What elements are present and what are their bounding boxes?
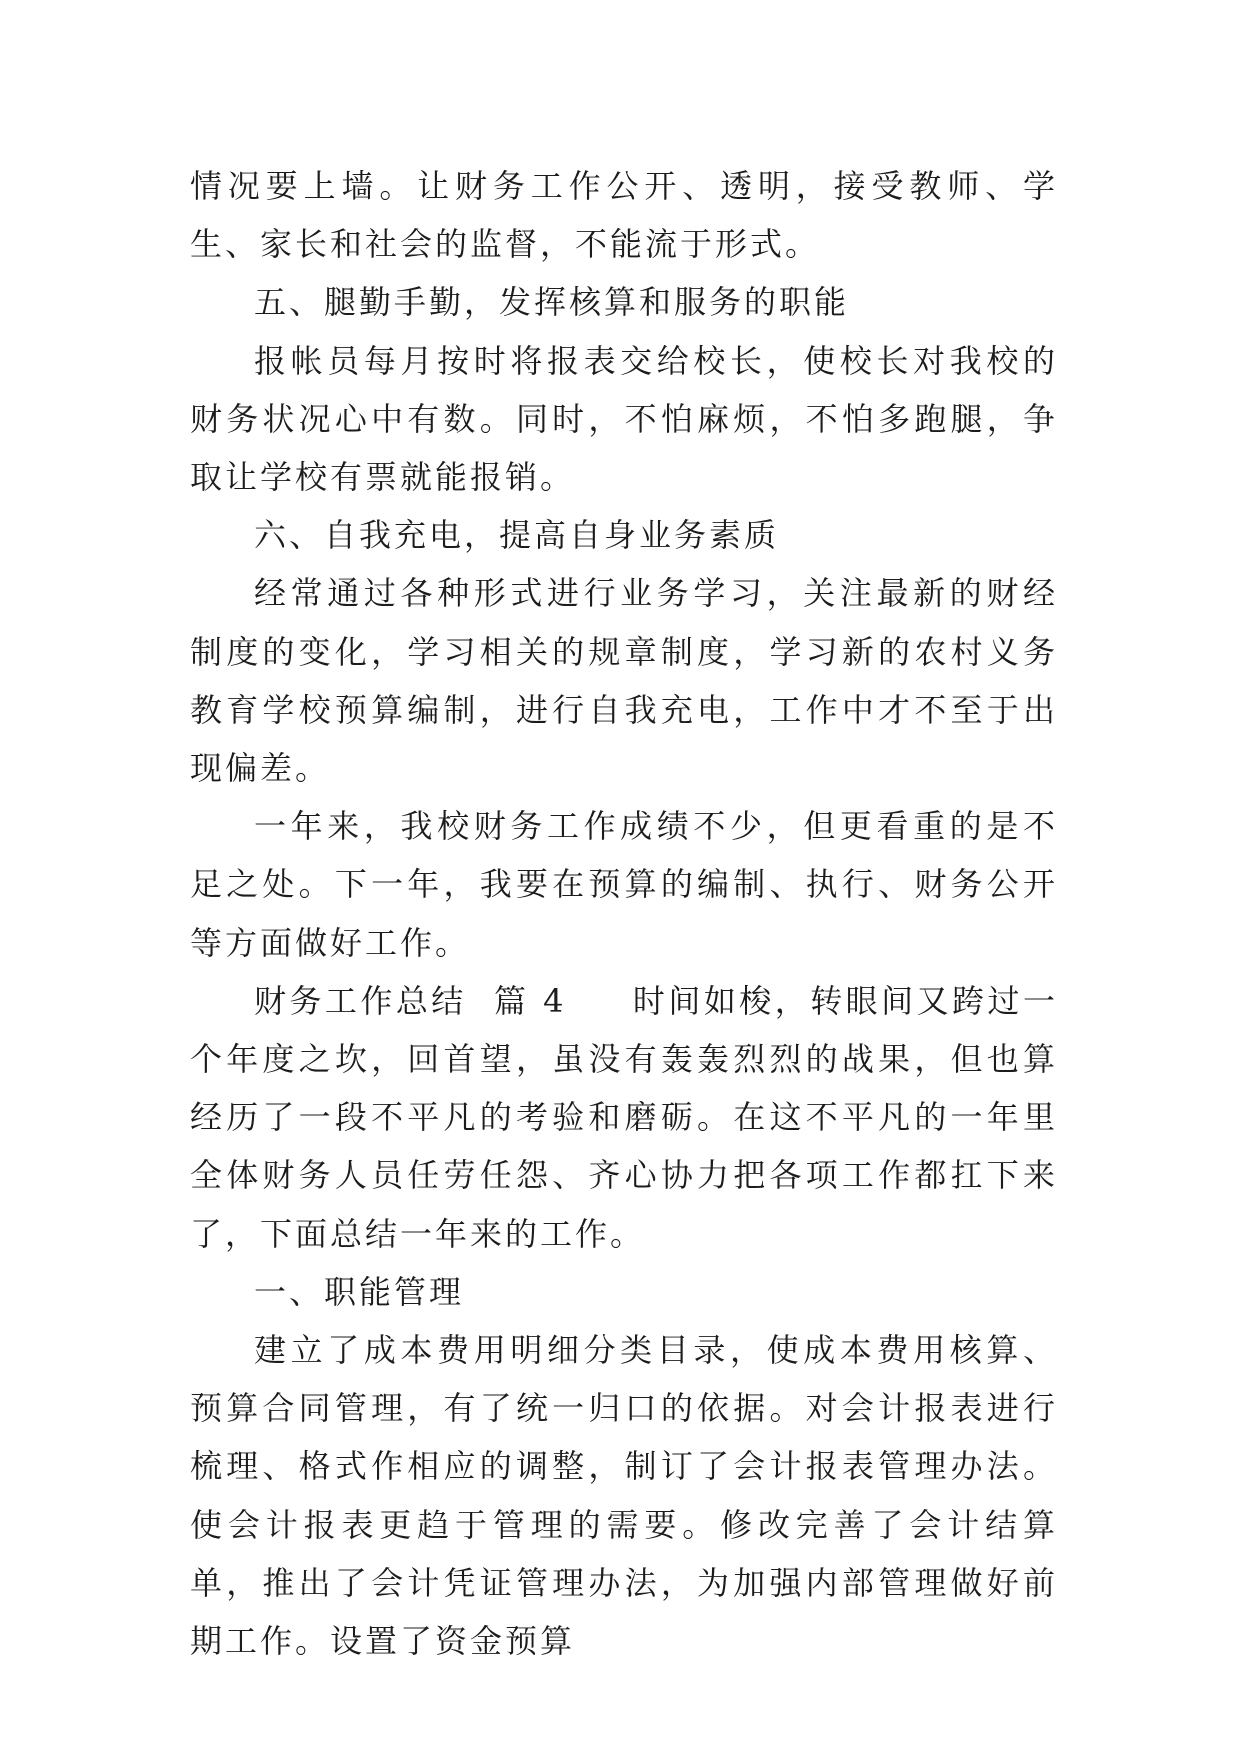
section-heading-6: 六、自我充电，提高自身业务素质 bbox=[254, 516, 780, 555]
paragraph-2: 报帐员每月按时将报表交给校长，使校长对我校的财务状况心中有数。同时，不怕麻烦，不怕多跑腿，争取让学校有票就能报销。 bbox=[190, 341, 1058, 497]
paragraph-1: 情况要上墙。让财务工作公开、透明，接受教师、学生、家长和社会的监督，不能流于形式。 bbox=[190, 167, 1058, 264]
section-4-heading: 财务工作总结 篇 4 bbox=[254, 981, 567, 1020]
document-body bbox=[190, 157, 1058, 1670]
section-heading-1: 一、职能管理 bbox=[254, 1272, 465, 1311]
paragraph-3: 经常通过各种形式进行业务学习，关注最新的财经制度的变化，学习相关的规章制度，学习新的农村义务教育学校预算编制，进行自我充电，工作中才不至于出现偏差。 bbox=[190, 574, 1058, 788]
section-heading-5: 五、腿勤手勤，发挥核算和服务的职能 bbox=[254, 283, 850, 322]
section-4-text: 时间如梭，转眼间又跨过一个年度之坎，回首望，虽没有轰轰烈烈的战果，但也算经历了一段不平凡的考验和磨砺。在这不平凡的一年里全体财务人员任劳任怨、齐心协力把各项工作都扛下来了，下面总结一年来的工作。 bbox=[190, 981, 1058, 1253]
section-4-paragraph bbox=[190, 972, 1058, 1263]
paragraph-4: 一年来，我校财务工作成绩不少，但更看重的是不足之处。下一年，我要在预算的编制、执行、财务公开等方面做好工作。 bbox=[190, 807, 1058, 962]
paragraph-5: 建立了成本费用明细分类目录，使成本费用核算、预算合同管理，有了统一归口的依据。对会计报表进行梳理、格式作相应的调整，制订了会计报表管理办法。使会计报表更趋于管理的需要。修改完善了会计结算单，推出了会计凭证管理办法，为加强内部管理做好前期工作。设置了资金预算 bbox=[190, 1331, 1058, 1661]
